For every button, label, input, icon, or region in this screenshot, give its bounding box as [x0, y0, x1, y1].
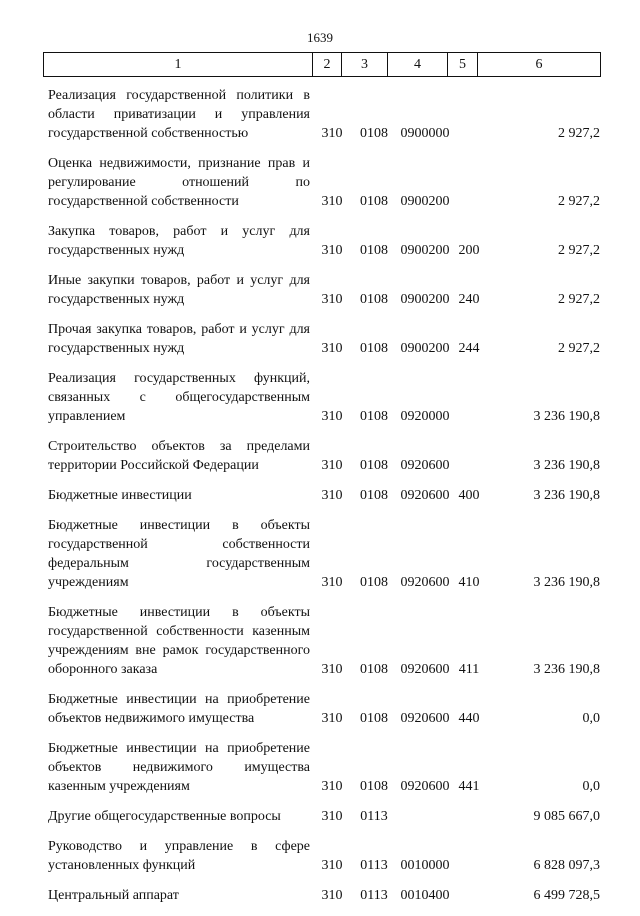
header-col-2: 2	[312, 53, 341, 76]
row-description: Прочая закупка товаров, работ и услуг для государственных нужд	[48, 322, 310, 356]
table-row	[48, 690, 600, 728]
row-col-3: 0108	[360, 126, 388, 141]
table-row	[48, 86, 600, 143]
row-description: Строительство объектов за пределами территории Российской Федерации	[48, 439, 310, 473]
row-col-2: 310	[321, 458, 343, 473]
row-col-3: 0108	[360, 711, 388, 726]
table-row	[48, 603, 600, 679]
row-col-6: 6 828 097,3	[533, 858, 600, 873]
row-col-6: 0,0	[582, 779, 600, 794]
row-col-2: 310	[321, 711, 343, 726]
row-col-6: 2 927,2	[558, 341, 600, 356]
row-col-3: 0108	[360, 779, 388, 794]
row-col-6: 2 927,2	[558, 292, 600, 307]
header-col-6: 6	[477, 53, 600, 76]
row-col-2: 310	[321, 292, 343, 307]
table-row	[48, 154, 600, 211]
row-col-5: 441	[458, 779, 480, 794]
row-col-2: 310	[321, 575, 343, 590]
table-row	[48, 437, 600, 475]
row-col-5: 240	[458, 292, 480, 307]
row-description: Иные закупки товаров, работ и услуг для государственных нужд	[48, 273, 310, 307]
table-header	[43, 52, 601, 77]
row-col-6: 3 236 190,8	[533, 662, 600, 677]
row-col-4: 0920600	[400, 458, 450, 473]
row-col-5: 411	[458, 662, 480, 677]
table-row	[48, 369, 600, 426]
row-col-3: 0113	[360, 888, 388, 903]
row-col-2: 310	[321, 779, 343, 794]
table-row	[48, 222, 600, 260]
row-col-6: 6 499 728,5	[533, 888, 600, 903]
row-col-3: 0108	[360, 458, 388, 473]
table-row	[48, 807, 600, 826]
row-description: Другие общегосударственные вопросы	[48, 809, 281, 824]
row-col-4: 0900200	[400, 194, 450, 209]
row-col-2: 310	[321, 888, 343, 903]
row-col-4: 0920600	[400, 711, 450, 726]
table-row	[48, 486, 600, 505]
table-body	[48, 86, 600, 916]
row-col-2: 310	[321, 809, 343, 824]
row-col-2: 310	[321, 488, 343, 503]
row-col-5: 440	[458, 711, 480, 726]
row-col-4: 0900200	[400, 292, 450, 307]
table-row	[48, 886, 600, 905]
header-col-1: 1	[174, 57, 182, 72]
row-col-4: 0920600	[400, 575, 450, 590]
row-col-3: 0108	[360, 575, 388, 590]
row-description: Бюджетные инвестиции в объекты государственной собственности казенным учреждениям вне рамок государственного оборонного заказа	[48, 605, 310, 677]
row-col-4: 0920600	[400, 779, 450, 794]
row-col-5: 244	[458, 341, 480, 356]
header-col-5: 5	[447, 53, 477, 76]
row-col-2: 310	[321, 409, 343, 424]
row-col-3: 0108	[360, 243, 388, 258]
row-col-4: 0920600	[400, 662, 450, 677]
row-col-6: 0,0	[582, 711, 600, 726]
table-row	[48, 837, 600, 875]
row-description: Руководство и управление в сфере установленных функций	[48, 839, 310, 873]
row-col-6: 3 236 190,8	[533, 488, 600, 503]
row-col-3: 0108	[360, 662, 388, 677]
row-col-3: 0108	[360, 292, 388, 307]
row-col-6: 3 236 190,8	[533, 409, 600, 424]
row-description: Бюджетные инвестиции на приобретение объектов недвижимого имущества	[48, 692, 310, 726]
row-col-3: 0108	[360, 488, 388, 503]
row-col-6: 9 085 667,0	[533, 809, 600, 824]
row-col-4: 0920600	[400, 488, 450, 503]
row-col-2: 310	[321, 341, 343, 356]
row-col-4: 0010400	[400, 888, 450, 903]
table-row	[48, 739, 600, 796]
row-description: Реализация государственных функций, связанных с общегосударственным управлением	[48, 371, 310, 424]
row-description: Закупка товаров, работ и услуг для государственных нужд	[48, 224, 310, 258]
row-col-5: 400	[458, 488, 480, 503]
header-col-3: 3	[341, 53, 387, 76]
row-col-3: 0108	[360, 341, 388, 356]
row-col-6: 2 927,2	[558, 243, 600, 258]
row-col-2: 310	[321, 194, 343, 209]
row-col-4: 0920000	[400, 409, 450, 424]
row-description: Центральный аппарат	[48, 888, 179, 903]
header-col-4: 4	[387, 53, 447, 76]
row-col-6: 3 236 190,8	[533, 575, 600, 590]
row-col-6: 2 927,2	[558, 194, 600, 209]
row-col-5: 410	[458, 575, 480, 590]
row-col-2: 310	[321, 126, 343, 141]
table-row	[48, 271, 600, 309]
row-col-6: 2 927,2	[558, 126, 600, 141]
row-col-5: 200	[458, 243, 480, 258]
row-col-2: 310	[321, 662, 343, 677]
row-col-3: 0113	[360, 809, 388, 824]
table-row	[48, 320, 600, 358]
row-col-4: 0900000	[400, 126, 450, 141]
row-col-2: 310	[321, 243, 343, 258]
row-col-4: 0900200	[400, 341, 450, 356]
row-col-3: 0108	[360, 409, 388, 424]
row-description: Оценка недвижимости, признание прав и регулирование отношений по государственной собственности	[48, 156, 310, 209]
row-description: Реализация государственной политики в области приватизации и управления государственной собственностью	[48, 88, 310, 141]
row-description: Бюджетные инвестиции в объекты государственной собственности федеральным государственным учреждениям	[48, 518, 310, 590]
row-description: Бюджетные инвестиции	[48, 488, 192, 503]
page-number: 1639	[307, 30, 333, 45]
row-col-3: 0108	[360, 194, 388, 209]
row-col-4: 0010000	[400, 858, 450, 873]
row-col-6: 3 236 190,8	[533, 458, 600, 473]
row-col-3: 0113	[360, 858, 388, 873]
row-description: Бюджетные инвестиции на приобретение объектов недвижимого имущества казенным учреждениям	[48, 741, 310, 794]
row-col-2: 310	[321, 858, 343, 873]
row-col-4: 0900200	[400, 243, 450, 258]
table-row	[48, 516, 600, 592]
